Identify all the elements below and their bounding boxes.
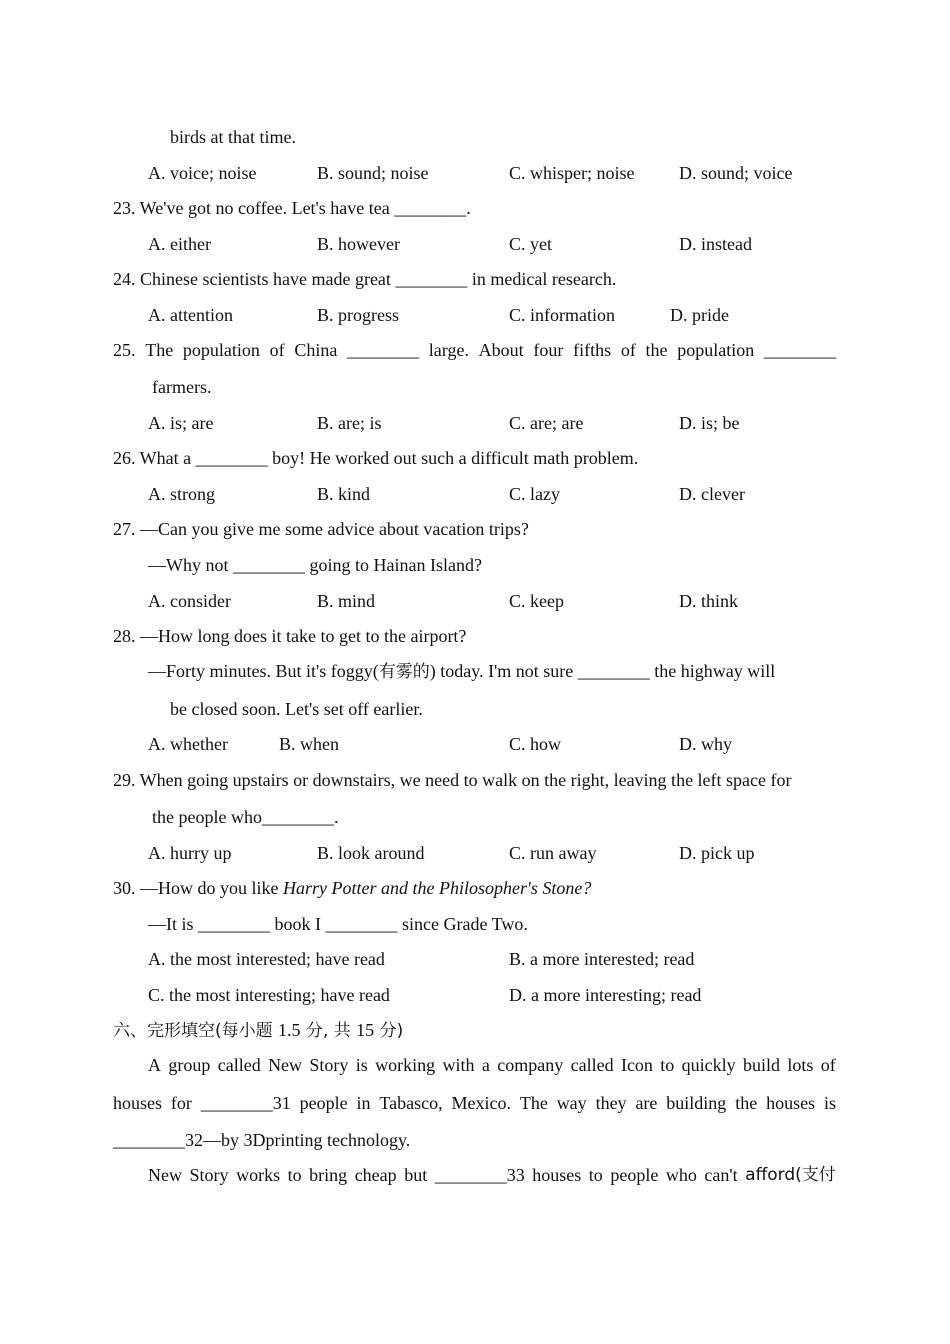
passage-word: called <box>570 1055 614 1075</box>
q25-word: the <box>645 340 668 360</box>
passage-word: is <box>355 1055 368 1075</box>
q30-option-c[interactable]: C. the most interesting; have read <box>148 985 390 1005</box>
q23-option-d[interactable]: D. instead <box>679 234 752 254</box>
passage-word: for <box>170 1093 192 1113</box>
passage-word: to <box>588 1165 603 1185</box>
q30-reply: —It is ________ book I ________ since Grade Two. <box>148 914 528 934</box>
q23-option-b[interactable]: B. however <box>317 234 400 254</box>
q29-continuation: the people who________. <box>152 807 339 827</box>
q28-reply-part <box>148 660 775 683</box>
q25-stem <box>113 339 836 361</box>
passage-word: to <box>287 1165 302 1185</box>
q25-option-d[interactable]: D. is; be <box>679 413 740 433</box>
q28-stem: 28. —How long does it take to get to the airport? <box>113 626 467 646</box>
passage-word: are <box>635 1093 658 1113</box>
q30-option-d[interactable]: D. a more interesting; read <box>509 985 702 1005</box>
passage-word: Tabasco, <box>379 1093 443 1113</box>
passage-word: of <box>820 1055 836 1075</box>
q25-word: fifths <box>573 340 612 360</box>
q25-word: of <box>269 340 285 360</box>
passage-blank-31: ________31 <box>200 1093 291 1113</box>
passage-word: bring <box>309 1165 348 1185</box>
q26-option-c[interactable]: C. lazy <box>509 484 560 504</box>
passage-word: houses <box>766 1093 816 1113</box>
q27-option-d[interactable]: D. think <box>679 591 739 611</box>
q25-option-c[interactable]: C. are; are <box>509 413 584 433</box>
passage-word: houses <box>113 1093 162 1113</box>
q25-word: of <box>620 340 636 360</box>
passage-word: working <box>375 1055 436 1075</box>
q29-option-a[interactable]: A. hurry up <box>148 843 232 863</box>
q28-continuation: be closed soon. Let's set off earlier. <box>170 699 423 719</box>
q30-book-title: Harry Potter and the Philosopher's Stone? <box>283 878 592 898</box>
q28-reply-text-a: —Forty minutes. But it's foggy( <box>148 661 379 681</box>
q28-option-d[interactable]: D. why <box>679 734 732 754</box>
q26-option-a[interactable]: A. strong <box>148 484 215 504</box>
q25-blank: ________ <box>763 340 836 360</box>
q25-word: About <box>478 340 524 360</box>
passage-word: lots <box>787 1055 814 1075</box>
q26-stem: 26. What a ________ boy! He worked out such a difficult math problem. <box>113 448 639 468</box>
passage-line-1 <box>148 1054 836 1076</box>
q25-continuation: farmers. <box>152 377 212 397</box>
q30-stem <box>113 877 591 899</box>
q25-word: China <box>294 340 338 360</box>
q22-option-d[interactable]: D. sound; voice <box>679 163 793 183</box>
q27-option-a[interactable]: A. consider <box>148 591 231 611</box>
section-heading-text: 分, 共 <box>300 1021 357 1041</box>
q28-option-a[interactable]: A. whether <box>148 734 228 754</box>
passage-word: houses <box>532 1165 582 1185</box>
q22-option-c[interactable]: C. whisper; noise <box>509 163 635 183</box>
q29-option-b[interactable]: B. look around <box>317 843 425 863</box>
passage-word: company <box>497 1055 564 1075</box>
section-heading-total: 15 <box>356 1020 375 1040</box>
q26-option-d[interactable]: D. clever <box>679 484 745 504</box>
q25-word: four <box>533 340 564 360</box>
section-heading-text: 分) <box>374 1021 404 1041</box>
passage-word: is <box>823 1093 836 1113</box>
q25-word: The <box>145 340 174 360</box>
passage-word: with <box>442 1055 475 1075</box>
passage-word: Icon <box>620 1055 653 1075</box>
passage-word: in <box>356 1093 371 1113</box>
q30-option-b[interactable]: B. a more interested; read <box>509 949 695 969</box>
passage-word: Story <box>309 1055 349 1075</box>
passage-word: to <box>660 1055 675 1075</box>
passage-word: but <box>404 1165 428 1185</box>
passage-word: the <box>735 1093 758 1113</box>
q24-stem: 24. Chinese scientists have made great ________ in medical research. <box>113 269 617 289</box>
q24-option-c[interactable]: C. information <box>509 305 615 325</box>
passage-word: quickly <box>681 1055 736 1075</box>
q24-option-d[interactable]: D. pride <box>670 305 729 325</box>
q22-option-b[interactable]: B. sound; noise <box>317 163 429 183</box>
section-heading-text: 六、完形填空(每小题 <box>113 1021 279 1041</box>
q28-reply <box>148 660 836 683</box>
passage-word: afford(支付 <box>745 1165 836 1185</box>
passage-word: building <box>666 1093 727 1113</box>
passage-line-4 <box>148 1164 836 1186</box>
passage-blank-33: ________33 <box>434 1165 525 1185</box>
q27-reply: —Why not ________ going to Hainan Island? <box>148 555 482 575</box>
passage-word: a <box>481 1055 490 1075</box>
passage-word: cheap <box>354 1165 397 1185</box>
section-heading-points: 1.5 <box>278 1020 301 1040</box>
q27-option-c[interactable]: C. keep <box>509 591 564 611</box>
passage-word: Mexico. <box>451 1093 511 1113</box>
passage-line-2 <box>113 1092 836 1114</box>
q28-option-c[interactable]: C. how <box>509 734 562 754</box>
passage-word: way <box>556 1093 587 1113</box>
passage-word: Story <box>189 1165 229 1185</box>
q28-option-b[interactable]: B. when <box>279 734 339 754</box>
passage-word: works <box>236 1165 281 1185</box>
q22-option-a[interactable]: A. voice; noise <box>148 163 257 183</box>
q24-option-a[interactable]: A. attention <box>148 305 233 325</box>
q27-stem: 27. —Can you give me some advice about vacation trips? <box>113 519 529 539</box>
q25-option-b[interactable]: B. are; is <box>317 413 382 433</box>
passage-word: can't <box>704 1165 738 1185</box>
q25-word: population <box>182 340 260 360</box>
q29-option-d[interactable]: D. pick up <box>679 843 755 863</box>
q23-stem: 23. We've got no coffee. Let's have tea ________. <box>113 198 471 218</box>
passage-word: New <box>268 1055 303 1075</box>
passage-word: people <box>610 1165 659 1185</box>
q27-option-b[interactable]: B. mind <box>317 591 376 611</box>
q25-blank: ________ <box>347 340 420 360</box>
passage-line-3: ________32—by 3Dprinting technology. <box>113 1130 411 1150</box>
q30-stem-text: 30. —How do you like <box>113 878 283 898</box>
q24-option-b[interactable]: B. progress <box>317 305 399 325</box>
q23-option-a[interactable]: A. either <box>148 234 211 254</box>
q25-word: 25. <box>113 340 136 360</box>
q25-option-a[interactable]: A. is; are <box>148 413 214 433</box>
passage-word: who <box>665 1165 697 1185</box>
passage-word: New <box>148 1165 182 1185</box>
q25-word: population <box>677 340 755 360</box>
q29-stem: 29. When going upstairs or downstairs, we need to walk on the right, leaving the left space for <box>113 770 792 790</box>
passage-word: people <box>299 1093 348 1113</box>
passage-word: they <box>595 1093 627 1113</box>
section-heading <box>113 1019 403 1042</box>
passage-word: The <box>519 1093 548 1113</box>
q22-continuation: birds at that time. <box>170 127 296 147</box>
passage-word: called <box>217 1055 261 1075</box>
q28-reply-text-b: ) today. I'm not sure ________ the highway will <box>429 661 776 681</box>
q23-option-c[interactable]: C. yet <box>509 234 552 254</box>
q29-option-c[interactable]: C. run away <box>509 843 597 863</box>
q30-option-a[interactable]: A. the most interested; have read <box>148 949 385 969</box>
passage-word: A <box>148 1055 161 1075</box>
q26-option-b[interactable]: B. kind <box>317 484 371 504</box>
q25-word: large. <box>428 340 469 360</box>
passage-word: build <box>743 1055 781 1075</box>
passage-word: group <box>168 1055 211 1075</box>
q28-gloss: 有雾的 <box>378 662 430 682</box>
